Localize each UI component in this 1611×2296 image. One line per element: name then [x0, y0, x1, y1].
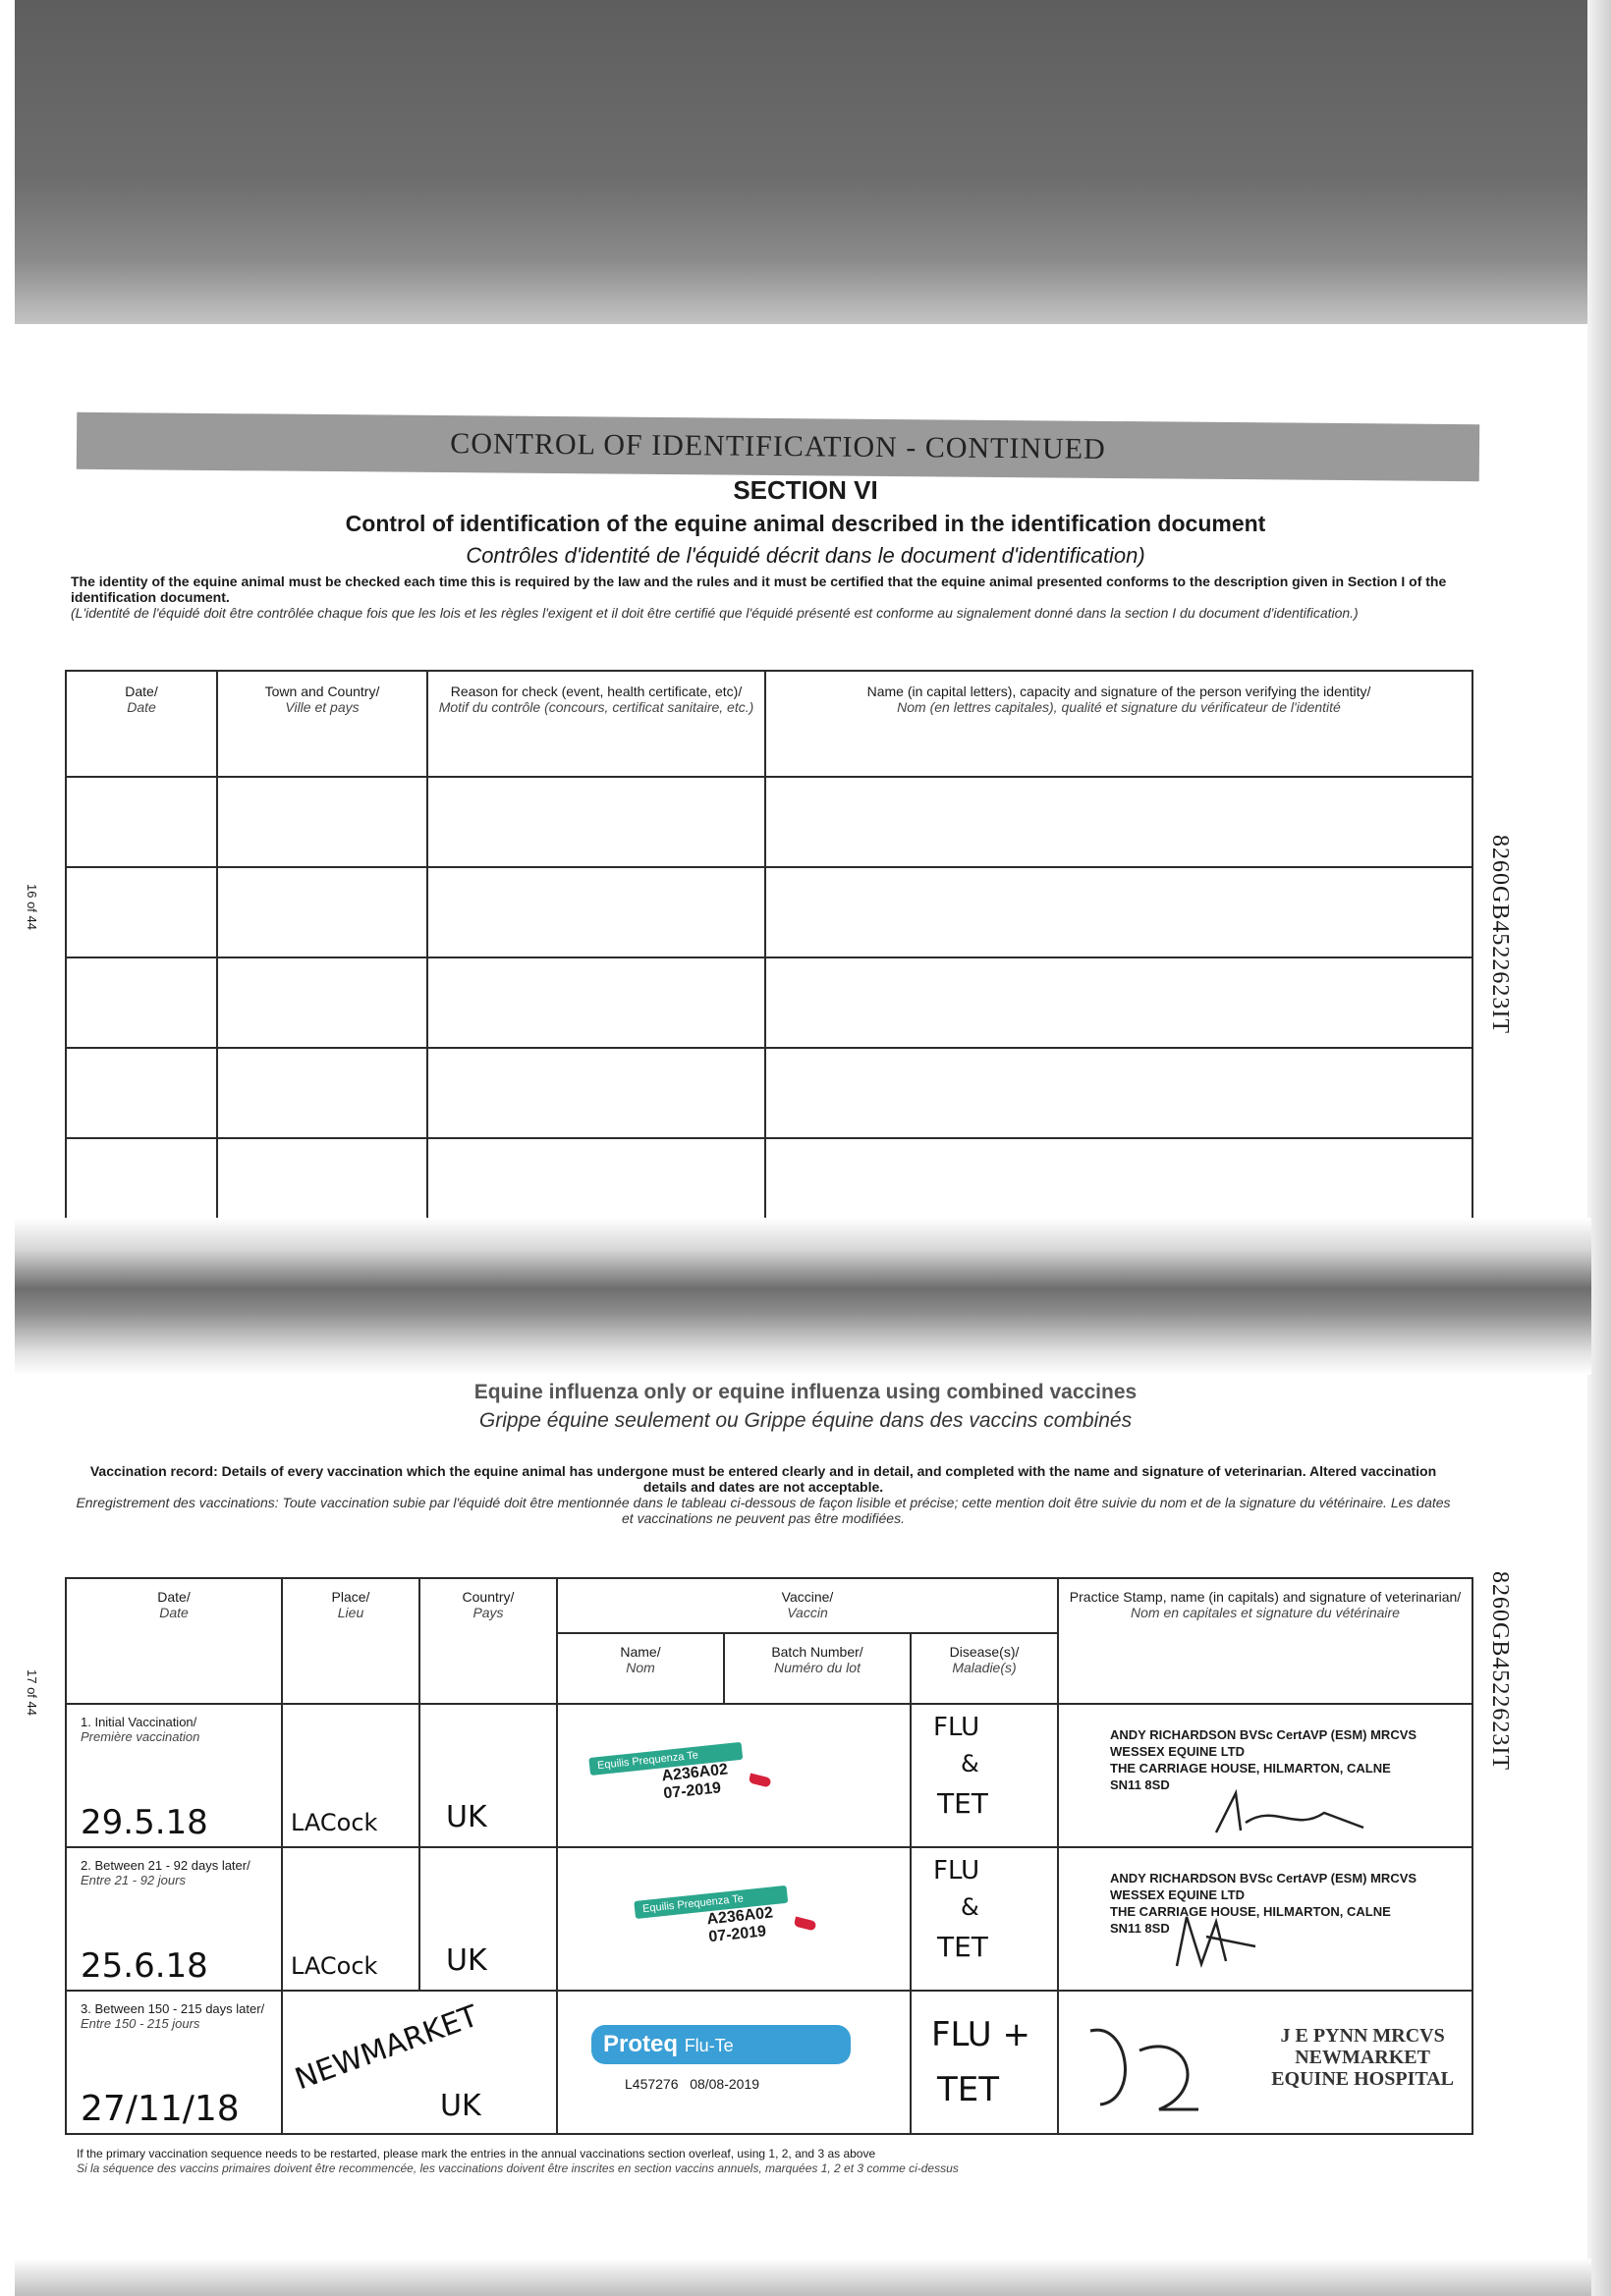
- page-number-lower: 17 of 44: [25, 1669, 39, 1716]
- section-heading-en: Control of identification of the equine animal described in the identification document: [345, 511, 1266, 536]
- row2-place: LACock: [291, 1952, 378, 1980]
- vaccine-sticker: Equilis Prequenza Te A236A02 07-2019: [634, 1882, 825, 1962]
- row3-disease-cell: FLU + TET: [911, 1991, 1058, 2134]
- row1-stamp-cell: [1058, 1704, 1472, 1847]
- col-disease: Disease(s)/ Maladie(s): [911, 1633, 1058, 1704]
- row2-disease-cell: FLU & TET: [911, 1847, 1058, 1991]
- vaccination-heading: Equine influenza only or equine influenza using combined vaccines: [473, 1381, 1138, 1403]
- col-stamp: Practice Stamp, name (in capitals) and signature of veterinarian/ Nom en capitales et signature du vétérinaire: [1058, 1578, 1472, 1704]
- section-number: SECTION VI: [733, 475, 878, 505]
- table-row: [66, 867, 1472, 957]
- row3-place-cell: [282, 1991, 557, 2134]
- table-row: [66, 1048, 1472, 1138]
- row2-date: 25.6.18: [81, 1946, 208, 1986]
- row1-date-cell: 1. Initial Vaccination/ Première vaccination 29.5.18: [66, 1704, 282, 1847]
- intro-text: [71, 574, 1456, 621]
- vaccination-row-3: [66, 1991, 1472, 2134]
- row1-disease-cell: FLU & TET: [911, 1704, 1058, 1847]
- scan-shadow-top: [15, 0, 1591, 324]
- row1-country: UK: [446, 1800, 487, 1834]
- vaccine-sticker: Proteq Flu-Te L457276 08/08-2019: [591, 2025, 857, 2113]
- col-batch: Batch Number/ Numéro du lot: [724, 1633, 911, 1704]
- section-heading-fr: Contrôles d'identité de l'équidé décrit dans le document d'identification): [466, 543, 1145, 568]
- record-text-en: Details of every vaccination which the equine animal has undergone must be entered clearly and in detail, and completed with the name and signature of veterinarian. Altered vaccination details and dates are not acceptable.: [221, 1463, 1437, 1495]
- row3-date-cell: 3. Between 150 - 215 days later/ Entre 150 - 215 jours 27/11/18: [66, 1991, 282, 2134]
- intro-text-fr: (L'identité de l'équidé doit être contrôlée chaque fois que les lois et les règles l'exigent et il doit être certifié que l'équidé présenté est conforme au signalement donné dans la section I du document d'identification.): [71, 605, 1359, 621]
- row3-place: NEWMARKET: [290, 1998, 483, 2098]
- col-town-country: Town and Country/ Ville et pays: [217, 671, 427, 777]
- signature: [1167, 1907, 1285, 1976]
- row1-date: 29.5.18: [81, 1803, 208, 1842]
- col-date: Date/ Date: [66, 671, 217, 777]
- row2-date-cell: 2. Between 21 - 92 days later/ Entre 21 - 92 jours 25.6.18: [66, 1847, 282, 1991]
- signature: [1206, 1783, 1373, 1842]
- col-vaccine-name: Name/ Nom: [557, 1633, 724, 1704]
- identity-check-table: [65, 670, 1473, 1230]
- intro-text-en: The identity of the equine animal must be checked each time this is required by the law and the rules and it must be certified that the equine animal presented conforms to the description given in Section I of the identification document.: [71, 574, 1447, 605]
- row3-date: 27/11/18: [81, 2089, 240, 2129]
- vet-stamp: ANDY RICHARDSON BVSc CertAVP (ESM) MRCVS WESSEX EQUINE LTD THE CARRIAGE HOUSE, HILMARTON, CALNE SN11 8SD: [1110, 1727, 1417, 1792]
- record-text-fr: Toute vaccination subie par l'équidé doit être mentionnée dans le tableau ci-dessous de façon lisible et précise; cette mention doit être suivie du nom et de la signature du vétérinaire. Les dates et vaccinations ne peuvent pas être modifiées.: [282, 1495, 1451, 1526]
- page-number-upper: 16 of 44: [25, 884, 39, 930]
- col-place: Place/ Lieu: [282, 1578, 419, 1704]
- row1-place: LACock: [291, 1809, 378, 1836]
- table-row: [66, 1138, 1472, 1229]
- vaccination-record-text: Vaccination record: Details of every vaccination which the equine animal has undergone must be entered clearly and in detail, and completed with the name and signature of veterinarian. Altered vaccination details and dates are not acceptable. Enregistrement des vaccinations: Toute vaccination subie par l'équidé doit être mentionnée dans le tableau ci-dessous de façon lisible et précise; cette mention doit être suivie du nom et de la signature du vétérinaire. Les dates et vaccinations ne peuvent pas être modifiées.: [76, 1463, 1451, 1526]
- vet-stamp: ANDY RICHARDSON BVSc CertAVP (ESM) MRCVS WESSEX EQUINE LTD THE CARRIAGE HOUSE, HILMARTON, CALNE SN11 8SD: [1110, 1871, 1417, 1936]
- row3-vaccine-cell: [557, 1991, 911, 2134]
- vaccination-header-1: [66, 1578, 1472, 1633]
- col-vaccine: Vaccine/ Vaccin: [557, 1578, 1058, 1633]
- col-country: Country/ Pays: [419, 1578, 557, 1704]
- row2-stamp-cell: [1058, 1847, 1472, 1991]
- vaccination-row-2: [66, 1847, 1472, 1991]
- scan-margin-left: [0, 0, 15, 2296]
- col-verifier: Name (in capital letters), capacity and signature of the person verifying the identity/ Nom (en lettres capitales), qualité et signature du vérificateur de l'identité: [765, 671, 1472, 777]
- vet-stamp-hospital: J E PYNN MRCVS NEWMARKET EQUINE HOSPITAL: [1271, 2025, 1454, 2090]
- col-date: Date/ Date: [66, 1578, 282, 1704]
- scan-edge-bottom: [15, 2259, 1591, 2296]
- scan-edge-right: [1587, 0, 1611, 2296]
- vaccine-sticker: Equilis Prequenza Te A236A02 07-2019: [588, 1738, 780, 1819]
- vaccination-heading-fr: Grippe équine seulement ou Grippe équine dans des vaccins combinés: [478, 1409, 1133, 1432]
- row2-country-cell: [419, 1847, 557, 1991]
- signature: [1071, 2011, 1218, 2119]
- page-fold: [15, 1218, 1591, 1375]
- row2-place-cell: [282, 1847, 419, 1991]
- row1-place-cell: [282, 1704, 419, 1847]
- row2-vaccine-cell: [557, 1847, 911, 1991]
- col-reason: Reason for check (event, health certificate, etc)/ Motif du contrôle (concours, certificat sanitaire, etc.): [427, 671, 765, 777]
- row1-country-cell: [419, 1704, 557, 1847]
- side-id-lower: 8260GB4522623IT: [1487, 1571, 1513, 1771]
- vaccination-table: [65, 1577, 1473, 2135]
- side-id-upper: 8260GB4522623IT: [1487, 835, 1513, 1034]
- table-row: [66, 777, 1472, 867]
- table-row: [66, 957, 1472, 1048]
- row3-country: UK: [440, 2089, 481, 2123]
- row3-stamp-cell: [1058, 1991, 1472, 2134]
- row2-country: UK: [446, 1943, 487, 1978]
- identity-check-header: [66, 671, 1472, 777]
- section-title-bar: [77, 412, 1479, 481]
- section-title: CONTROL OF IDENTIFICATION - CONTINUED: [450, 427, 1106, 465]
- footnote: If the primary vaccination sequence needs to be restarted, please mark the entries in the annual vaccinations section overleaf, using 1, 2, and 3 as above Si la séquence des vaccins primaires doivent être recommencée, les vaccinations doivent être inscrites en section vaccins annuels, marquées 1, 2 et 3 comme ci-dessus: [77, 2147, 959, 2175]
- vaccination-row-1: [66, 1704, 1472, 1847]
- row1-vaccine-cell: [557, 1704, 911, 1847]
